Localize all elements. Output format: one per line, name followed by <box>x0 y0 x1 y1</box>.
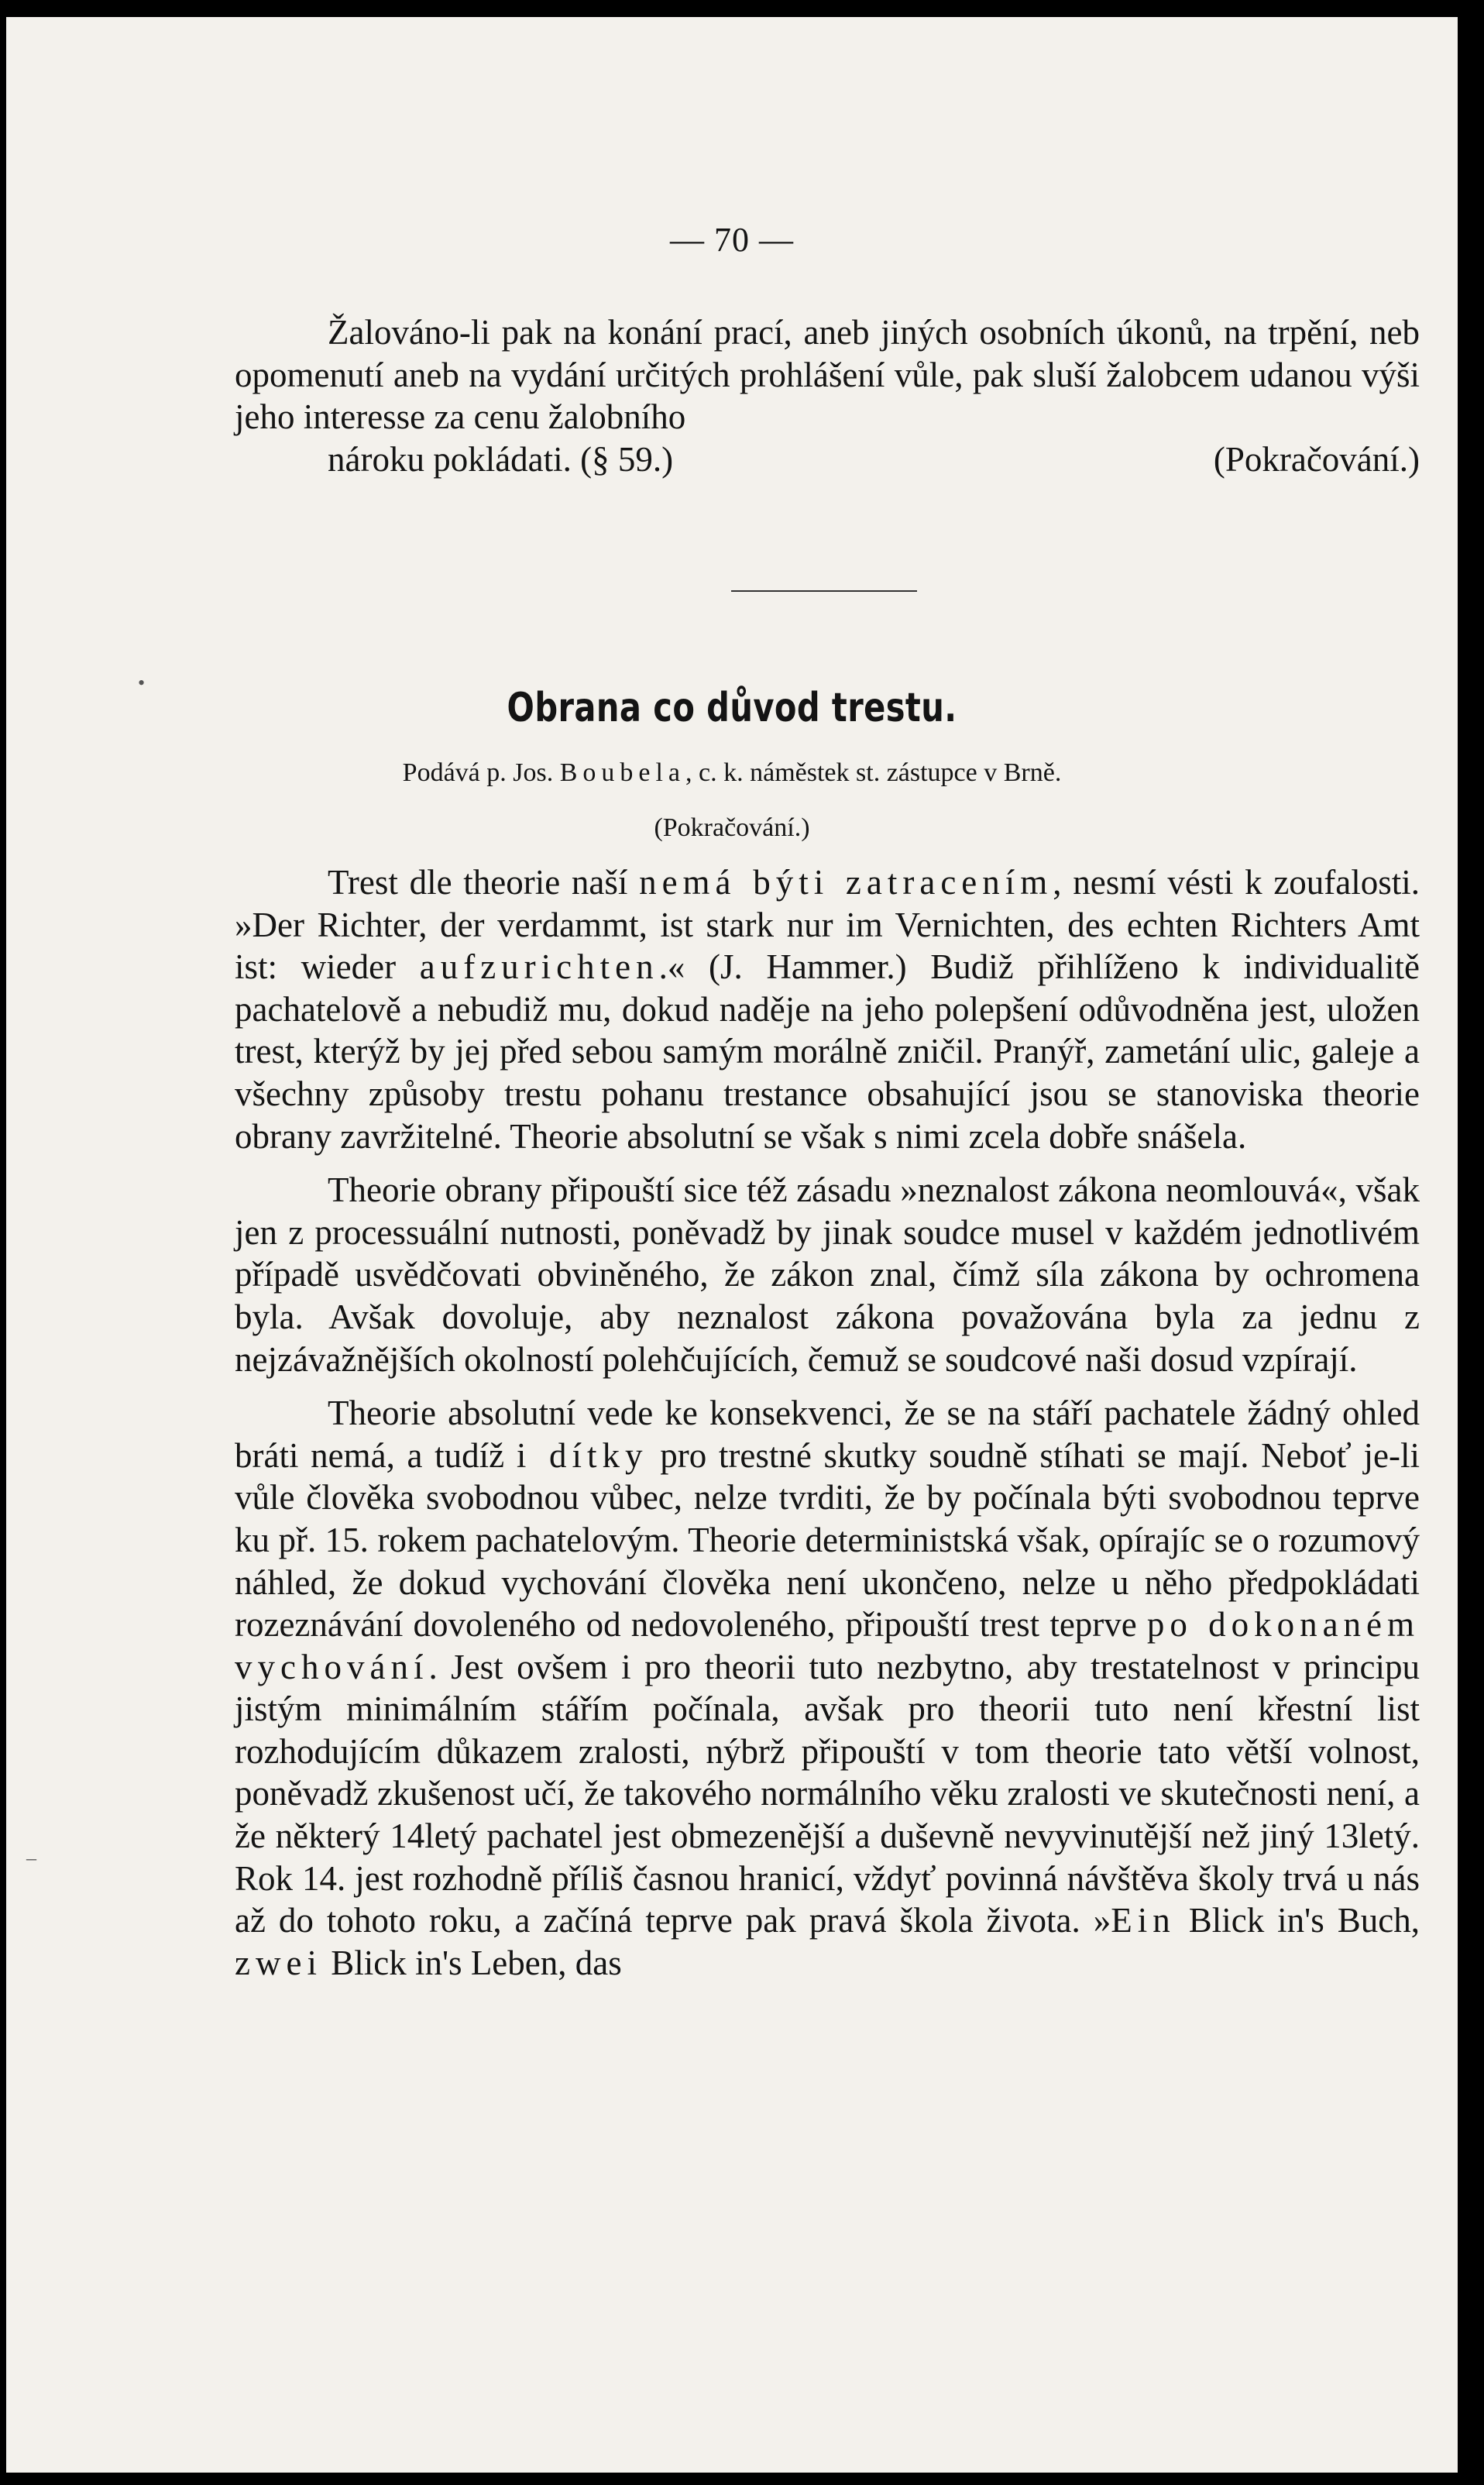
article-body <box>235 861 1420 1984</box>
page-number: — 70 — <box>670 221 794 259</box>
p1-text-e: .« (J. Hammer.) Budiž přihlíženo k individualitě pachatelově a nebudiž mu, dokud naděje na jeho polepšení odůvodněna jest, uložen trest, kterýž by jej před sebou samým morálně zničil. Pranýř, zametání ulic, galeje a všechny způsoby trestu pohanu trestance obsahující jsou se stanoviska theorie obrany zavržitelné. Theorie absolutní se však s nimi zcela dobře snášela. <box>235 947 1420 1156</box>
body-paragraph-3 <box>235 1392 1420 1984</box>
section-divider <box>731 590 917 592</box>
p1-text-c: , nesmí vésti k zoufalosti. »Der Richter, der verdammt, ist stark nur im Vernichten, des echten Richters Amt ist: wieder <box>235 863 1420 987</box>
p1-emphasis-zatracenim: nemá býti zatracením <box>639 863 1053 902</box>
p3-emphasis-vychovani: po dokonaném vychování <box>235 1605 1420 1686</box>
intro-text: Žalováno-li pak na konání prací, aneb jiných osobních úkonů, na trpění, neb opomenutí aneb na vydání určitých prohlášení vůle, pak sluší žalobcem udanou výši jeho interesse za cenu žalobního <box>235 313 1420 437</box>
p3-emphasis-zwei: zwei <box>235 1943 322 1982</box>
article-continued-note: (Pokračování.) <box>654 813 810 842</box>
intro-continued-note: (Pokračování.) <box>1213 439 1420 479</box>
p3-text-c: pro trestné skutky soudně stíhati se mají. Neboť je-li vůle člověka svobodnou vůbec, nelze tvrditi, že by počínala býti svobodnou teprve ku př. 15. rokem pachatelovým. Theorie deterministská však, opírajíc se o rozumový náhled, že dokud vychování člověka není ukončeno, nelze u něho předpokládati rozeznávání dovoleného od nedovoleného, připouští trest teprve <box>235 1435 1420 1645</box>
intro-last-line <box>235 438 1420 481</box>
byline-suffix: , c. k. náměstek st. zástupce v Brně. <box>685 758 1062 787</box>
article-title: Obrana co důvod trestu. <box>507 685 957 731</box>
scanned-page <box>6 17 1458 2473</box>
margin-speck: • <box>138 672 146 694</box>
byline-prefix: Podává p. Jos. <box>402 758 554 787</box>
byline-author-surname: Boubela <box>559 758 686 787</box>
p1-emphasis-aufzurichten: aufzurichten <box>419 947 659 987</box>
p3-text-a: Theorie absolutní vede ke konsekvenci, že se na stáří pachatele žádný ohled bráti nemá, a tudíž <box>235 1394 1420 1475</box>
body-paragraph-2: Theorie obrany připouští sice též zásadu »neznalost zákona neomlouvá«, však jen z processuální nutnosti, poněvadž by jinak soudce musel v každém jednotlivém případě usvědčovati obviněného, že zákon znal, čímž síla zákona by ochromena byla. Avšak dovoluje, aby neznalost zákona považována byla za jednu z nejzávažnějších okolností polehčujících, čemuž se soudcové naši dosud vzpírají. <box>235 1170 1420 1379</box>
body-paragraph-1 <box>235 861 1420 1157</box>
intro-last-line-text: nároku pokládati. (§ 59.) <box>328 439 674 479</box>
p3-text-g: Blick in's Buch, <box>1175 1901 1420 1940</box>
p3-text-e: . Jest ovšem i pro theorii tuto nezbytno, aby trestatelnost v principu jistým minimálním stářím počínala, avšak pro theorii tuto není křestní list rozhodujícím důkazem zralosti, nýbrž připouští v tom theorie tato větší volnost, poněvadž zkušenost učí, že takového normálního věku zralosti ve skutečnosti není, a že některý 14letý pachatel jest obmezenější a duševně nevyvinutější než jiný 13letý. Rok 14. jest rozhodně příliš časnou hranicí, vždyť povinná návštěva školy trvá u nás až do tohoto roku, a začíná teprve pak pravá škola života. » <box>235 1647 1420 1940</box>
margin-dash: – <box>26 1847 36 1869</box>
p1-text-a: Trest dle theorie naší <box>328 863 628 902</box>
intro-paragraph <box>235 311 1420 480</box>
p3-emphasis-ditky: i dítky <box>516 1435 648 1475</box>
p3-text-i: Blick in's Leben, das <box>331 1943 622 1982</box>
p3-emphasis-ein: Ein <box>1111 1901 1176 1940</box>
article-byline <box>6 758 1458 788</box>
